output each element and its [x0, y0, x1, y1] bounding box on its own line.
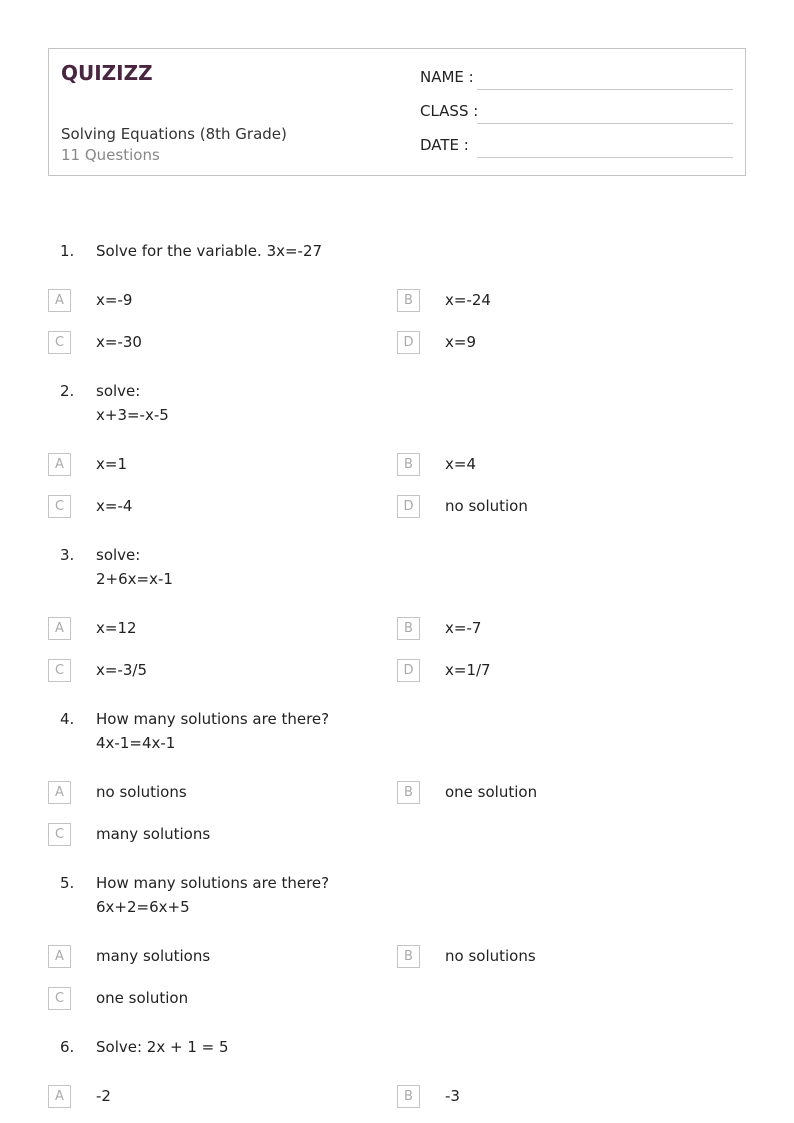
option-letter-box: B [397, 945, 420, 968]
option-letter-box: C [48, 659, 71, 682]
option-letter-box: C [48, 495, 71, 518]
class-line [477, 123, 733, 124]
option-letter-box: D [397, 495, 420, 518]
option-text: x=1/7 [445, 661, 491, 679]
question-equation: 2+6x=x-1 [96, 570, 173, 588]
option-letter-box: A [48, 781, 71, 804]
date-line [477, 157, 733, 158]
question-text: How many solutions are there? [96, 710, 330, 728]
option-letter-box: A [48, 289, 71, 312]
option-text: x=-7 [445, 619, 482, 637]
date-label: DATE : [420, 136, 469, 154]
question-text: solve: [96, 382, 141, 400]
option-letter-box: C [48, 331, 71, 354]
option-letter-box: C [48, 987, 71, 1010]
option-letter-box: B [397, 781, 420, 804]
question-text: Solve: 2x + 1 = 5 [96, 1038, 229, 1056]
option-text: x=-4 [96, 497, 133, 515]
option-letter-box: A [48, 617, 71, 640]
class-label: CLASS : [420, 102, 479, 120]
option-text: -3 [445, 1087, 460, 1105]
option-text: -2 [96, 1087, 111, 1105]
option-text: x=-24 [445, 291, 491, 309]
option-text: x=1 [96, 455, 127, 473]
option-letter-box: C [48, 823, 71, 846]
question-number: 3. [60, 546, 75, 564]
question-text: Solve for the variable. 3x=-27 [96, 242, 323, 260]
question-number: 5. [60, 874, 75, 892]
option-text: one solution [445, 783, 538, 801]
option-letter-box: B [397, 453, 420, 476]
question-number: 6. [60, 1038, 75, 1056]
name-label: NAME : [420, 68, 474, 86]
option-text: x=-3/5 [96, 661, 147, 679]
option-text: one solution [96, 989, 189, 1007]
option-text: x=9 [445, 333, 476, 351]
quizizz-logo-text: QUIZIZZ [61, 61, 153, 85]
question-text: solve: [96, 546, 141, 564]
question-text: How many solutions are there? [96, 874, 330, 892]
option-text: x=-9 [96, 291, 133, 309]
question-number: 4. [60, 710, 75, 728]
option-letter-box: D [397, 659, 420, 682]
option-text: many solutions [96, 825, 211, 843]
option-letter-box: B [397, 289, 420, 312]
name-line [477, 89, 733, 90]
question-number: 1. [60, 242, 75, 260]
option-text: x=4 [445, 455, 476, 473]
option-text: x=12 [96, 619, 137, 637]
option-letter-box: A [48, 1085, 71, 1108]
quizizz-logo [61, 57, 153, 87]
option-text: many solutions [96, 947, 211, 965]
question-number: 2. [60, 382, 75, 400]
option-letter-box: D [397, 331, 420, 354]
question-equation: 6x+2=6x+5 [96, 898, 190, 916]
option-text: no solutions [445, 947, 536, 965]
question-equation: 4x-1=4x-1 [96, 734, 176, 752]
option-text: no solution [445, 497, 528, 515]
option-letter-box: B [397, 1085, 420, 1108]
option-text: no solutions [96, 783, 187, 801]
worksheet-title: Solving Equations (8th Grade) [61, 125, 287, 143]
option-letter-box: A [48, 453, 71, 476]
question-count: 11 Questions [61, 146, 160, 164]
option-letter-box: A [48, 945, 71, 968]
question-equation: x+3=-x-5 [96, 406, 169, 424]
option-letter-box: B [397, 617, 420, 640]
option-text: x=-30 [96, 333, 142, 351]
